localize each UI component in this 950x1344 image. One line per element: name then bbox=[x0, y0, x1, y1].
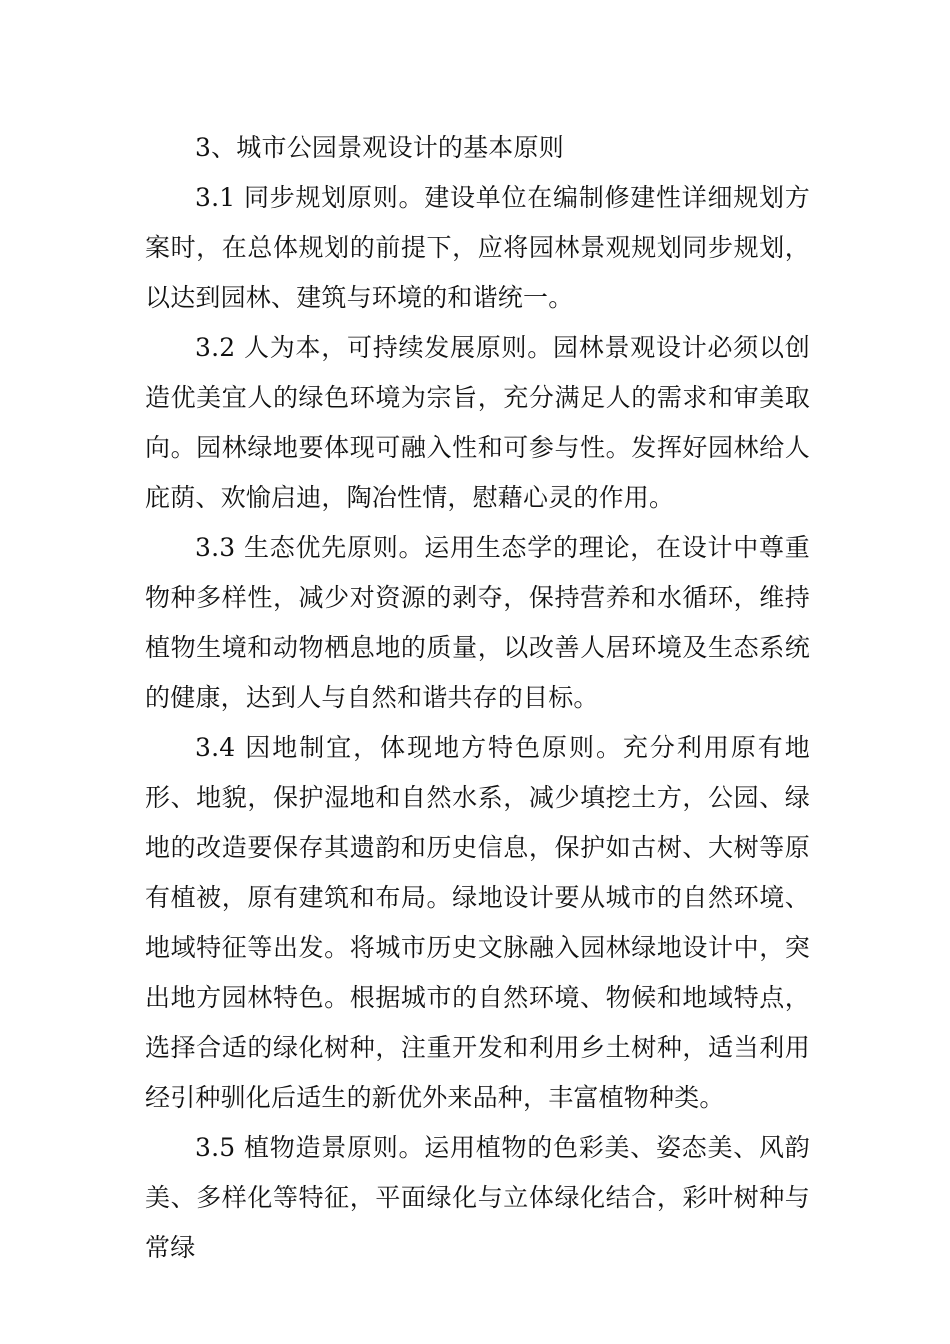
paragraph-3-5: 3.5 植物造景原则。运用植物的色彩美、姿态美、风韵美、多样化等特征，平面绿化与立体绿化结合，彩叶树种与常绿 bbox=[145, 1133, 810, 1262]
document-body bbox=[145, 123, 810, 1273]
paragraph-3-4: 3.4 因地制宜，体现地方特色原则。充分利用原有地形、地貌，保护湿地和自然水系，减少填挖土方，公园、绿地的改造要保存其遗韵和历史信息，保护如古树、大树等原有植被，原有建筑和布局。绿地设计要从城市的自然环境、地域特征等出发。将城市历史文脉融入园林绿地设计中，突出地方园林特色。根据城市的自然环境、物候和地域特点，选择合适的绿化树种，注重开发和利用乡土树种，适当利用经引种驯化后适生的新优外来品种，丰富植物种类。 bbox=[145, 733, 810, 1112]
section-heading: 3、城市公园景观设计的基本原则 bbox=[195, 133, 564, 162]
paragraph-3-1: 3.1 同步规划原则。建设单位在编制修建性详细规划方案时，在总体规划的前提下，应将园林景观规划同步规划，以达到园林、建筑与环境的和谐统一。 bbox=[145, 183, 810, 312]
paragraph-3-3: 3.3 生态优先原则。运用生态学的理论，在设计中尊重物种多样性，减少对资源的剥夺，保持营养和水循环，维持植物生境和动物栖息地的质量，以改善人居环境及生态系统的健康，达到人与自然和谐共存的目标。 bbox=[145, 533, 810, 712]
paragraph-3-2: 3.2 人为本，可持续发展原则。园林景观设计必须以创造优美宜人的绿色环境为宗旨，充分满足人的需求和审美取向。园林绿地要体现可融入性和可参与性。发挥好园林给人庇荫、欢愉启迪，陶冶性情，慰藉心灵的作用。 bbox=[145, 333, 810, 512]
